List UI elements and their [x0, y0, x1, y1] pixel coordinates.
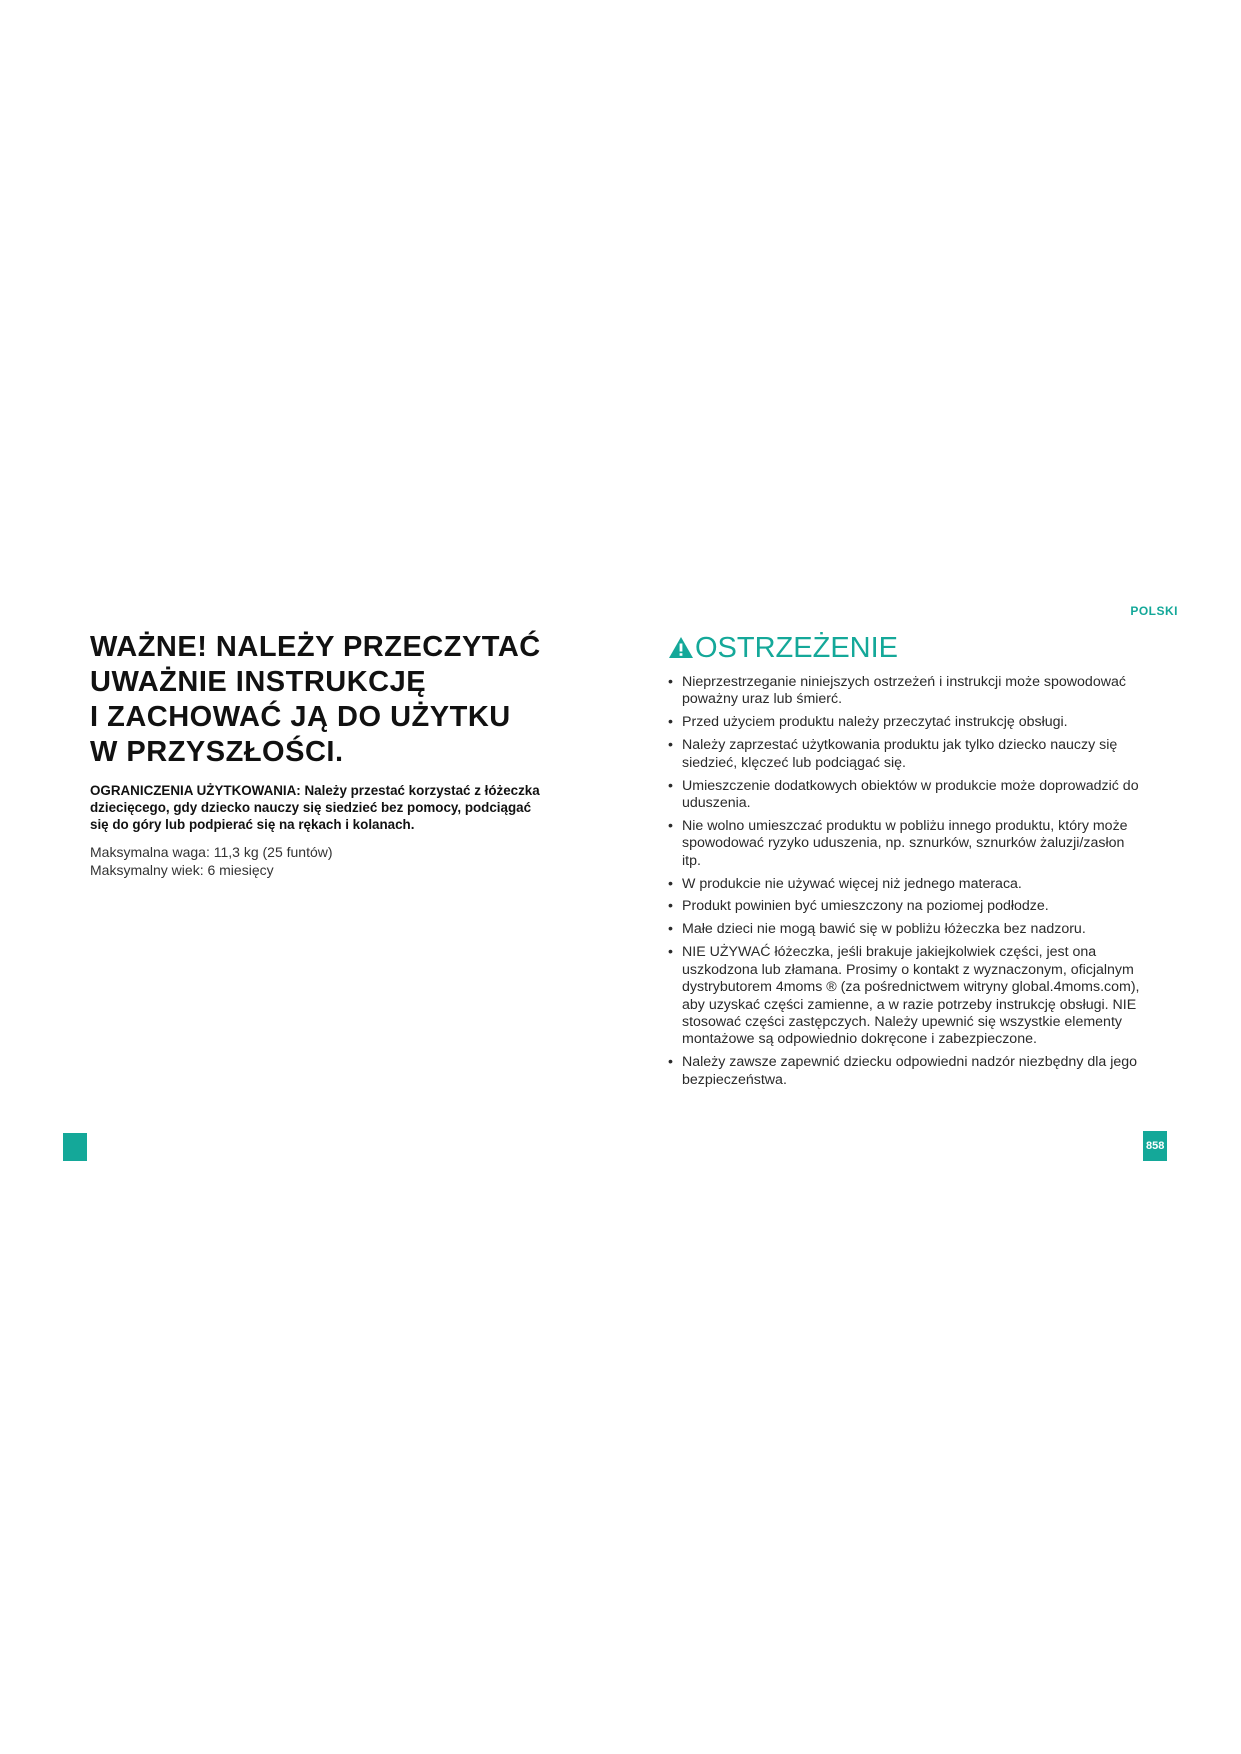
bullet: •	[668, 875, 673, 892]
warning-triangle-icon	[668, 636, 694, 659]
warning-item-text: Należy zaprzestać użytkowania produktu jak tylko dziecko nauczy się siedzieć, klęczeć lub podciągać się.	[682, 737, 1118, 771]
heading-line: UWAŻNIE INSTRUKCJĘ	[90, 666, 427, 698]
left-page	[90, 630, 545, 879]
warning-item-text: Przed użyciem produktu należy przeczytać instrukcję obsługi.	[682, 714, 1068, 731]
bullet: •	[668, 898, 673, 915]
bullet: •	[668, 777, 673, 794]
warning-item-text: NIE UŻYWAĆ łóżeczka, jeśli brakuje jakiejkolwiek części, jest ona uszkodzona lub złamana. Prosimy o kontakt z wyznaczonym, oficjalnym dystrybutorem 4moms ® (za pośrednictwem witryny global.4moms.com), aby uzyskać części zamienne, a w razie potrzeby instrukcję obsługi. NIE stosować części zastępczych. Należy upewnić się wszystkie elementy montażowe są odpowiednio dokręcone i zabezpieczone.	[682, 944, 1140, 1048]
warning-item-text: Produkt powinien być umieszczony na poziomej podłodze.	[682, 898, 1049, 915]
bullet: •	[668, 737, 673, 754]
product-specs	[90, 843, 545, 879]
bullet: •	[668, 817, 673, 834]
warning-item	[668, 1054, 1143, 1089]
warning-item	[668, 714, 1143, 731]
heading-line: W PRZYSZŁOŚCI.	[90, 736, 344, 768]
warning-list	[668, 674, 1143, 1089]
warning-title: OSTRZEŻENIE	[695, 632, 899, 664]
bullet: •	[668, 674, 673, 690]
warning-heading	[668, 630, 1143, 666]
warning-item	[668, 898, 1143, 915]
warning-item-text: W produkcie nie używać więcej niż jednego materaca.	[682, 875, 1022, 892]
warning-item	[668, 818, 1143, 870]
warning-item-text: Nie wolno umieszczać produktu w pobliżu innego produktu, który może spowodować ryzyko uduszenia, np. sznurków, sznurków żaluzji/zasłon itp.	[682, 817, 1128, 869]
warning-item-text: Umieszczenie dodatkowych obiektów w produkcie może doprowadzić do uduszenia.	[682, 777, 1139, 811]
warning-item	[668, 674, 1143, 709]
important-heading	[90, 630, 545, 770]
left-page-tab	[63, 1133, 87, 1161]
bullet: •	[668, 714, 673, 731]
bullet: •	[668, 1054, 673, 1071]
language-label: POLSKI	[1130, 604, 1178, 618]
right-page	[668, 630, 1143, 1095]
heading-line: I ZACHOWAĆ JĄ DO UŻYTKU	[90, 701, 511, 733]
page-number: 858	[1143, 1131, 1167, 1161]
warning-item	[668, 944, 1143, 1048]
bullet: •	[668, 944, 673, 961]
warning-item	[668, 737, 1143, 772]
heading-line: WAŻNE! NALEŻY PRZECZYTAĆ	[90, 631, 541, 663]
warning-item-text: Małe dzieci nie mogą bawić się w pobliżu łóżeczka bez nadzoru.	[682, 921, 1086, 938]
warning-item-text: Należy zawsze zapewnić dziecku odpowiedni nadzór niezbędny dla jego bezpieczeństwa.	[682, 1054, 1138, 1088]
warning-item	[668, 921, 1143, 938]
warning-item-text: Nieprzestrzeganie niniejszych ostrzeżeń i instrukcji może spowodować poważny uraz lub śmierć.	[682, 674, 1126, 708]
warning-item	[668, 778, 1143, 813]
usage-limits-text: OGRANICZENIA UŻYTKOWANIA: Należy przestać korzystać z łóżeczka dziecięcego, gdy dziecko nauczy się siedzieć bez pomocy, podciągać się do góry lub podpierać się na rękach i kolanach.	[90, 783, 540, 832]
max-age-text: Maksymalny wiek: 6 miesięcy	[90, 862, 274, 878]
warning-item	[668, 876, 1143, 893]
bullet: •	[668, 921, 673, 938]
max-weight-text: Maksymalna waga: 11,3 kg (25 funtów)	[90, 844, 333, 860]
